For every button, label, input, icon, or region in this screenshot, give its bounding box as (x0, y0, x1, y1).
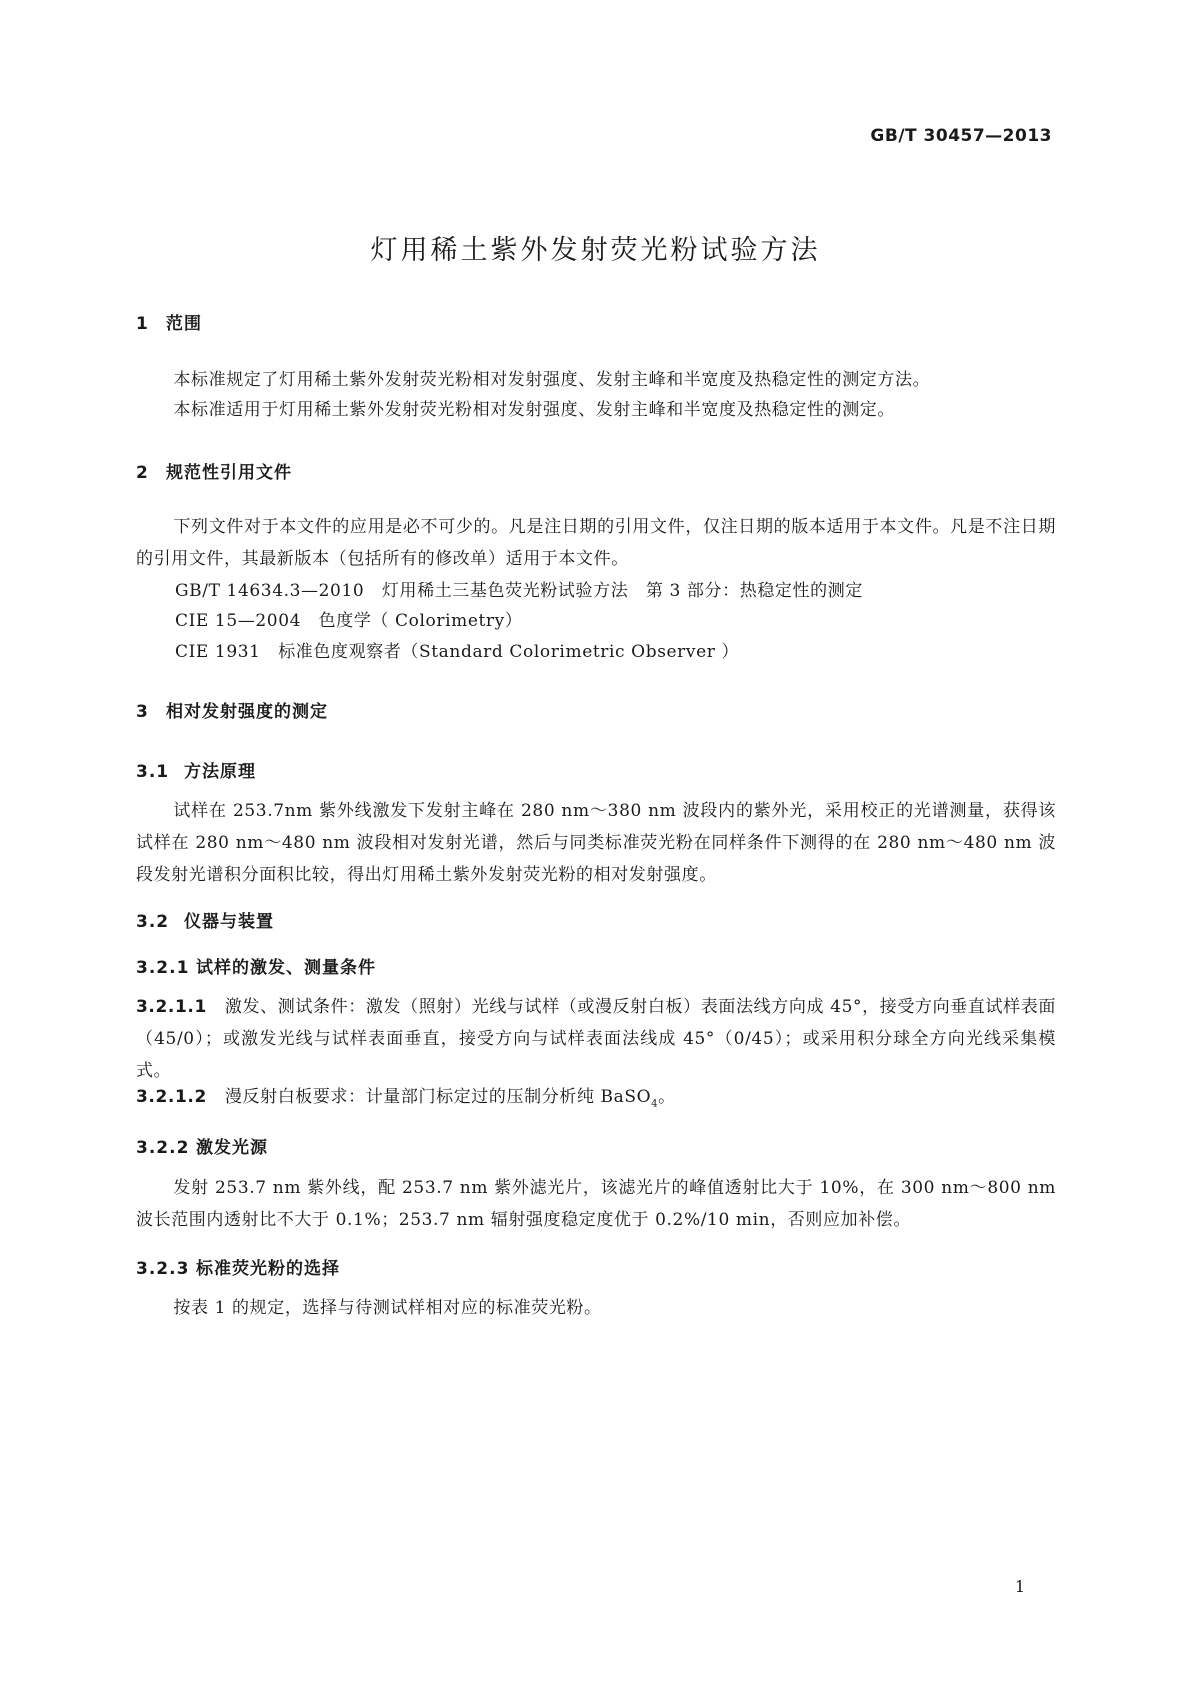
clause-3-2-1-2 (136, 1081, 1056, 1120)
clause-text: 激发、测试条件：激发（照射）光线与试样（或漫反射白板）表面法线方向成 45°，接受方向垂直试样表面（45/0）；或激发光线与试样表面垂直，接受方向与试样表面法线成 45°（0/45）；或采用积分球全方向光线采集模式。 (136, 997, 1056, 1081)
paragraph: 试样在 253.7nm 紫外线激发下发射主峰在 280 nm～380 nm 波段内的紫外光，采用校正的光谱测量，获得该试样在 280 nm～480 nm 波段相对发射光谱，然后与同类标准荧光粉在同样条件下测得的在 280 nm～480 nm 波段发射光谱积分面积比较，得出灯用稀土紫外发射荧光粉的相对发射强度。 (136, 801, 1056, 885)
section-title: 方法原理 (184, 762, 256, 782)
section-title: 仪器与装置 (184, 912, 274, 932)
section-number: 3 (136, 702, 149, 722)
section-number: 2 (136, 463, 149, 483)
section-3-2-2-heading (136, 1133, 268, 1158)
clause-3-2-1-1 (136, 991, 1056, 1087)
section-number: 3.2 (136, 912, 170, 932)
section-3-2-3-heading (136, 1254, 340, 1279)
paragraph: 按表 1 的规定，选择与待测试样相对应的标准荧光粉。 (173, 1298, 602, 1318)
section-number: 3.1 (136, 762, 170, 782)
subscript: 4 (651, 1098, 659, 1110)
clause-text: 漫反射白板要求：计量部门标定过的压制分析纯 BaSO (224, 1087, 652, 1107)
section-title: 相对发射强度的测定 (166, 702, 328, 722)
section-title: 激发光源 (196, 1138, 268, 1158)
section-title: 规范性引用文件 (166, 463, 292, 483)
section-3-heading (136, 697, 328, 722)
normative-reference: CIE 15—2004 色度学（ Colorimetry） (175, 611, 523, 631)
normative-reference: GB/T 14634.3—2010 灯用稀土三基色荧光粉试验方法 第 3 部分：热稳定性的测定 (175, 581, 863, 601)
section-title: 范围 (166, 314, 202, 334)
section-title: 标准荧光粉的选择 (196, 1259, 340, 1279)
section-3-2-1-heading (136, 953, 376, 978)
section-number: 3.2.1 (136, 958, 190, 978)
clause-number: 3.2.1.1 (136, 997, 207, 1017)
clause-number: 3.2.1.2 (136, 1087, 207, 1107)
standard-number: GB/T 30457—2013 (870, 126, 1052, 146)
paragraph: 本标准适用于灯用稀土紫外发射荧光粉相对发射强度、发射主峰和半宽度及热稳定性的测定。 (173, 400, 895, 420)
clause-end: 。 (658, 1087, 676, 1107)
section-3-2-heading (136, 907, 274, 932)
section-title: 试样的激发、测量条件 (196, 958, 376, 978)
paragraph: 本标准规定了灯用稀土紫外发射荧光粉相对发射强度、发射主峰和半宽度及热稳定性的测定方法。 (173, 370, 931, 390)
section-number: 1 (136, 314, 149, 334)
paragraph: 下列文件对于本文件的应用是必不可少的。凡是注日期的引用文件，仅注日期的版本适用于本文件。凡是不注日期的引用文件，其最新版本（包括所有的修改单）适用于本文件。 (136, 517, 1056, 569)
page-number: 1 (1014, 1577, 1025, 1596)
section-3-1-heading (136, 757, 256, 782)
document-title: 灯用稀土紫外发射荧光粉试验方法 (370, 235, 821, 266)
section-1-heading (136, 309, 202, 334)
section-number: 3.2.3 (136, 1259, 190, 1279)
section-number: 3.2.2 (136, 1138, 190, 1158)
paragraph: 发射 253.7 nm 紫外线，配 253.7 nm 紫外滤光片，该滤光片的峰值透射比大于 10%，在 300 nm～800 nm 波长范围内透射比不大于 0.1%；253.7 nm 辐射强度稳定度优于 0.2%/10 min，否则应加补偿。 (136, 1178, 1056, 1230)
normative-reference: CIE 1931 标准色度观察者（Standard Colorimetric Observer ） (175, 642, 740, 662)
section-2-heading (136, 458, 292, 483)
